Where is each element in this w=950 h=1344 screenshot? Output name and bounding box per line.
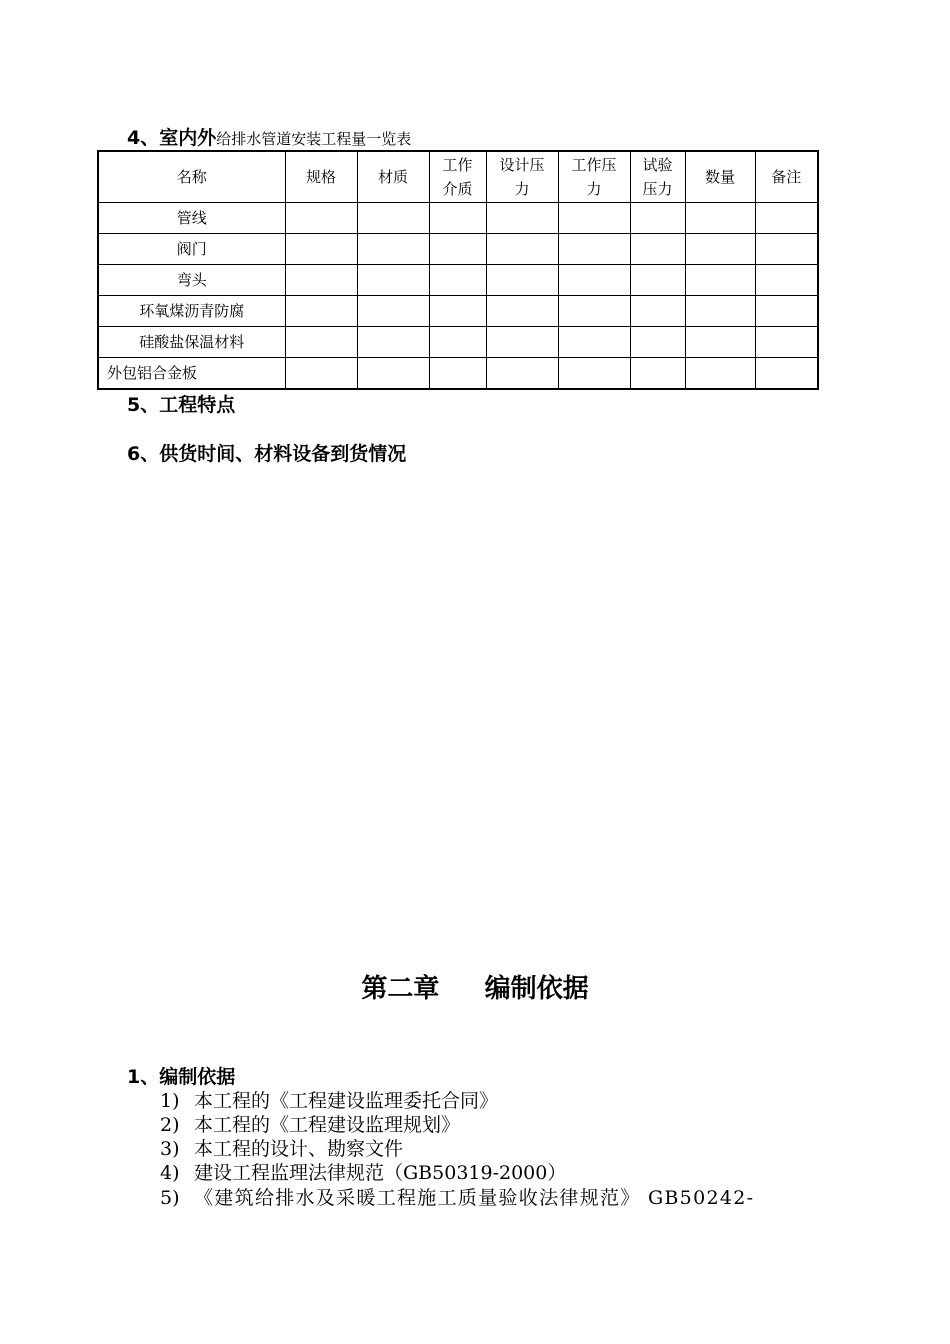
row-name: 外包铝合金板: [98, 358, 285, 390]
row-name: 弯头: [98, 265, 285, 296]
list-item: 4) 建设工程监理法律规范（GB50319-2000）: [160, 1162, 567, 1184]
section-5-heading: 5、工程特点: [127, 394, 236, 416]
row-name: 管线: [98, 203, 285, 234]
quantity-table: [97, 150, 819, 390]
section-4-heading: [127, 126, 411, 151]
list-item: 2) 本工程的《工程建设监理规划》: [160, 1114, 461, 1136]
header-medium: 工作 介质: [429, 151, 486, 203]
list-item: 5) 《建筑给排水及采暖工程施工质量验收法律规范》 GB50242-: [160, 1187, 755, 1209]
row-name: 硅酸盐保温材料: [98, 327, 285, 358]
header-work-pressure: 工作压 力: [558, 151, 630, 203]
header-name: 名称: [98, 151, 285, 203]
list-item: 1) 本工程的《工程建设监理委托合同》: [160, 1090, 499, 1112]
header-design-pressure: 设计压 力: [486, 151, 558, 203]
header-material: 材质: [357, 151, 429, 203]
table-header-row: [98, 151, 818, 203]
row-name: 环氧煤沥青防腐: [98, 296, 285, 327]
section-4-suffix: 给排水管道安装工程量一览表: [216, 130, 412, 148]
table-row: [98, 203, 818, 234]
list-item: 3) 本工程的设计、勘察文件: [160, 1138, 404, 1160]
header-remarks: 备注: [755, 151, 818, 203]
table-row: [98, 234, 818, 265]
table-row: [98, 265, 818, 296]
header-spec: 规格: [285, 151, 357, 203]
basis-heading: 1、编制依据: [127, 1066, 236, 1088]
section-4-prefix: 4、室内外: [127, 127, 217, 149]
table-row: [98, 358, 818, 390]
header-quantity: 数量: [685, 151, 755, 203]
section-6-heading: 6、供货时间、材料设备到货情况: [127, 443, 407, 465]
header-test-pressure: 试验 压力: [630, 151, 685, 203]
table-row: [98, 296, 818, 327]
chapter-title: 第二章 编制依据: [361, 974, 589, 1004]
row-name: 阀门: [98, 234, 285, 265]
table-row: [98, 327, 818, 358]
